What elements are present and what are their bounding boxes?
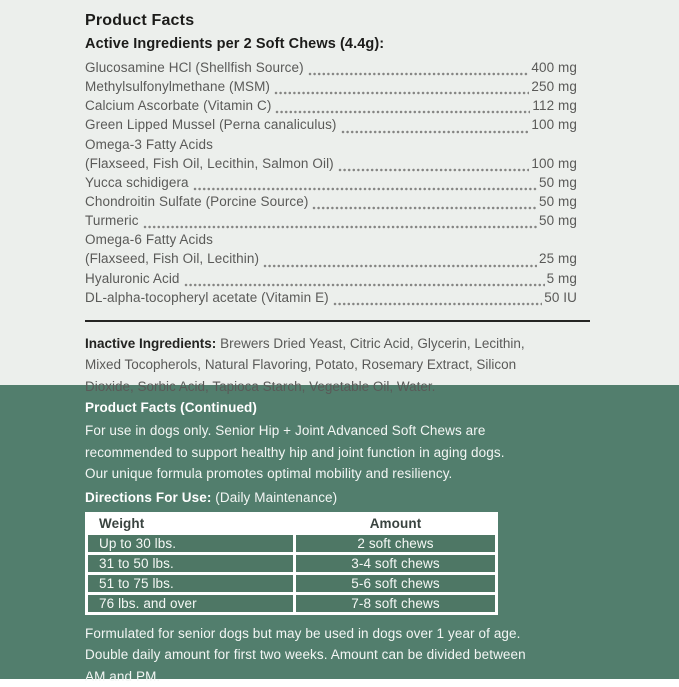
ingredient-amount: 50 mg [539,175,577,190]
ingredient-amount: 112 mg [532,98,577,113]
dotted-leader [274,90,529,96]
table-row [88,575,495,592]
inactive-text: Brewers Dried Yeast, Citric Acid, Glycerin, Lecithin, [220,336,525,351]
directions-note: (Daily Maintenance) [215,490,337,505]
ingredient-name: Omega-3 Fatty Acids [85,137,213,152]
continued-title: Product Facts (Continued) [85,399,679,417]
amount-cell: 5-6 soft chews [296,575,495,592]
product-facts-continued-panel [0,385,679,679]
directions-label: Directions For Use: [85,490,211,505]
ingredient-row [85,156,577,175]
description-line: For use in dogs only. Senior Hip + Joint Advanced Soft Chews are [85,420,679,442]
dosage-footnote [85,623,679,687]
weight-cell: 76 lbs. and over [88,595,293,612]
dotted-leader [308,71,530,77]
inactive-line: Mixed Tocopherols, Natural Flavoring, Potato, Rosemary Extract, Silicon [85,354,679,376]
footnote-line: Formulated for senior dogs but may be used in dogs over 1 year of age. [85,623,679,645]
product-facts-title: Product Facts [85,12,679,30]
ingredient-name: DL-alpha-tocopheryl acetate (Vitamin E) [85,290,329,305]
dotted-leader [338,167,530,173]
dotted-leader [341,129,530,135]
weight-cell: 51 to 75 lbs. [88,575,293,592]
ingredient-name: Calcium Ascorbate (Vitamin C) [85,98,271,113]
ingredient-group-row [85,232,577,251]
table-row [88,535,495,552]
amount-cell: 3-4 soft chews [296,555,495,572]
weight-cell: 31 to 50 lbs. [88,555,293,572]
ingredient-name: Hyaluronic Acid [85,271,180,286]
dotted-leader [263,263,537,269]
footnote-line: Double daily amount for first two weeks. Amount can be divided between [85,644,679,666]
ingredient-name: Omega-6 Fatty Acids [85,232,213,247]
ingredient-amount: 250 mg [531,79,577,94]
ingredient-name: Turmeric [85,213,139,228]
inactive-ingredients-label: Inactive Ingredients: [85,336,216,351]
inactive-line: Dioxide, Sorbic Acid, Tapioca Starch, Vegetable Oil, Water. [85,376,679,398]
ingredient-amount: 100 mg [531,117,577,132]
ingredient-amount: 50 mg [539,194,577,209]
ingredient-amount: 100 mg [531,156,577,171]
dotted-leader [193,186,537,192]
dosage-table-header-row [88,515,495,532]
active-ingredients-heading: Active Ingredients per 2 Soft Chews (4.4g): [85,36,679,52]
table-row [88,595,495,612]
dotted-leader [275,109,530,115]
ingredient-name: Glucosamine HCl (Shellfish Source) [85,60,304,75]
description-line: recommended to support healthy hip and joint function in aging dogs. [85,442,679,464]
ingredient-row [85,194,577,213]
description-line: Our unique formula promotes optimal mobility and resiliency. [85,463,679,485]
ingredient-name: Green Lipped Mussel (Perna canaliculus) [85,117,337,132]
ingredient-amount: 400 mg [531,60,577,75]
ingredient-amount: 50 mg [539,213,577,228]
ingredient-amount: 5 mg [547,271,577,286]
weight-cell: Up to 30 lbs. [88,535,293,552]
ingredient-row [85,98,577,117]
dotted-leader [184,282,545,288]
dotted-leader [312,205,537,211]
ingredient-name: Chondroitin Sulfate (Porcine Source) [85,194,308,209]
table-row [88,555,495,572]
ingredient-name: (Flaxseed, Fish Oil, Lecithin) [85,251,259,266]
ingredient-name: Yucca schidigera [85,175,189,190]
active-ingredients-list [85,60,679,309]
ingredient-name: (Flaxseed, Fish Oil, Lecithin, Salmon Oil) [85,156,334,171]
ingredient-amount: 25 mg [539,251,577,266]
amount-cell: 7-8 soft chews [296,595,495,612]
ingredient-row [85,213,577,232]
ingredient-row [85,60,577,79]
dosage-table [85,512,498,615]
ingredient-row [85,271,577,290]
weight-column-header: Weight [88,515,293,532]
ingredient-amount: 50 IU [544,290,577,305]
footnote-line: AM and PM. [85,666,679,687]
ingredient-name: Methylsulfonylmethane (MSM) [85,79,270,94]
ingredient-group-row [85,137,577,156]
amount-column-header: Amount [296,515,495,532]
divider-rule [85,320,590,322]
inactive-line [85,333,679,355]
usage-description [85,420,679,485]
ingredient-row [85,251,577,270]
dotted-leader [143,224,537,230]
amount-cell: 2 soft chews [296,535,495,552]
directions-for-use [85,489,679,507]
ingredient-row [85,290,577,309]
dotted-leader [333,301,542,307]
ingredient-row [85,79,577,98]
ingredient-row [85,175,577,194]
ingredient-row [85,117,577,136]
